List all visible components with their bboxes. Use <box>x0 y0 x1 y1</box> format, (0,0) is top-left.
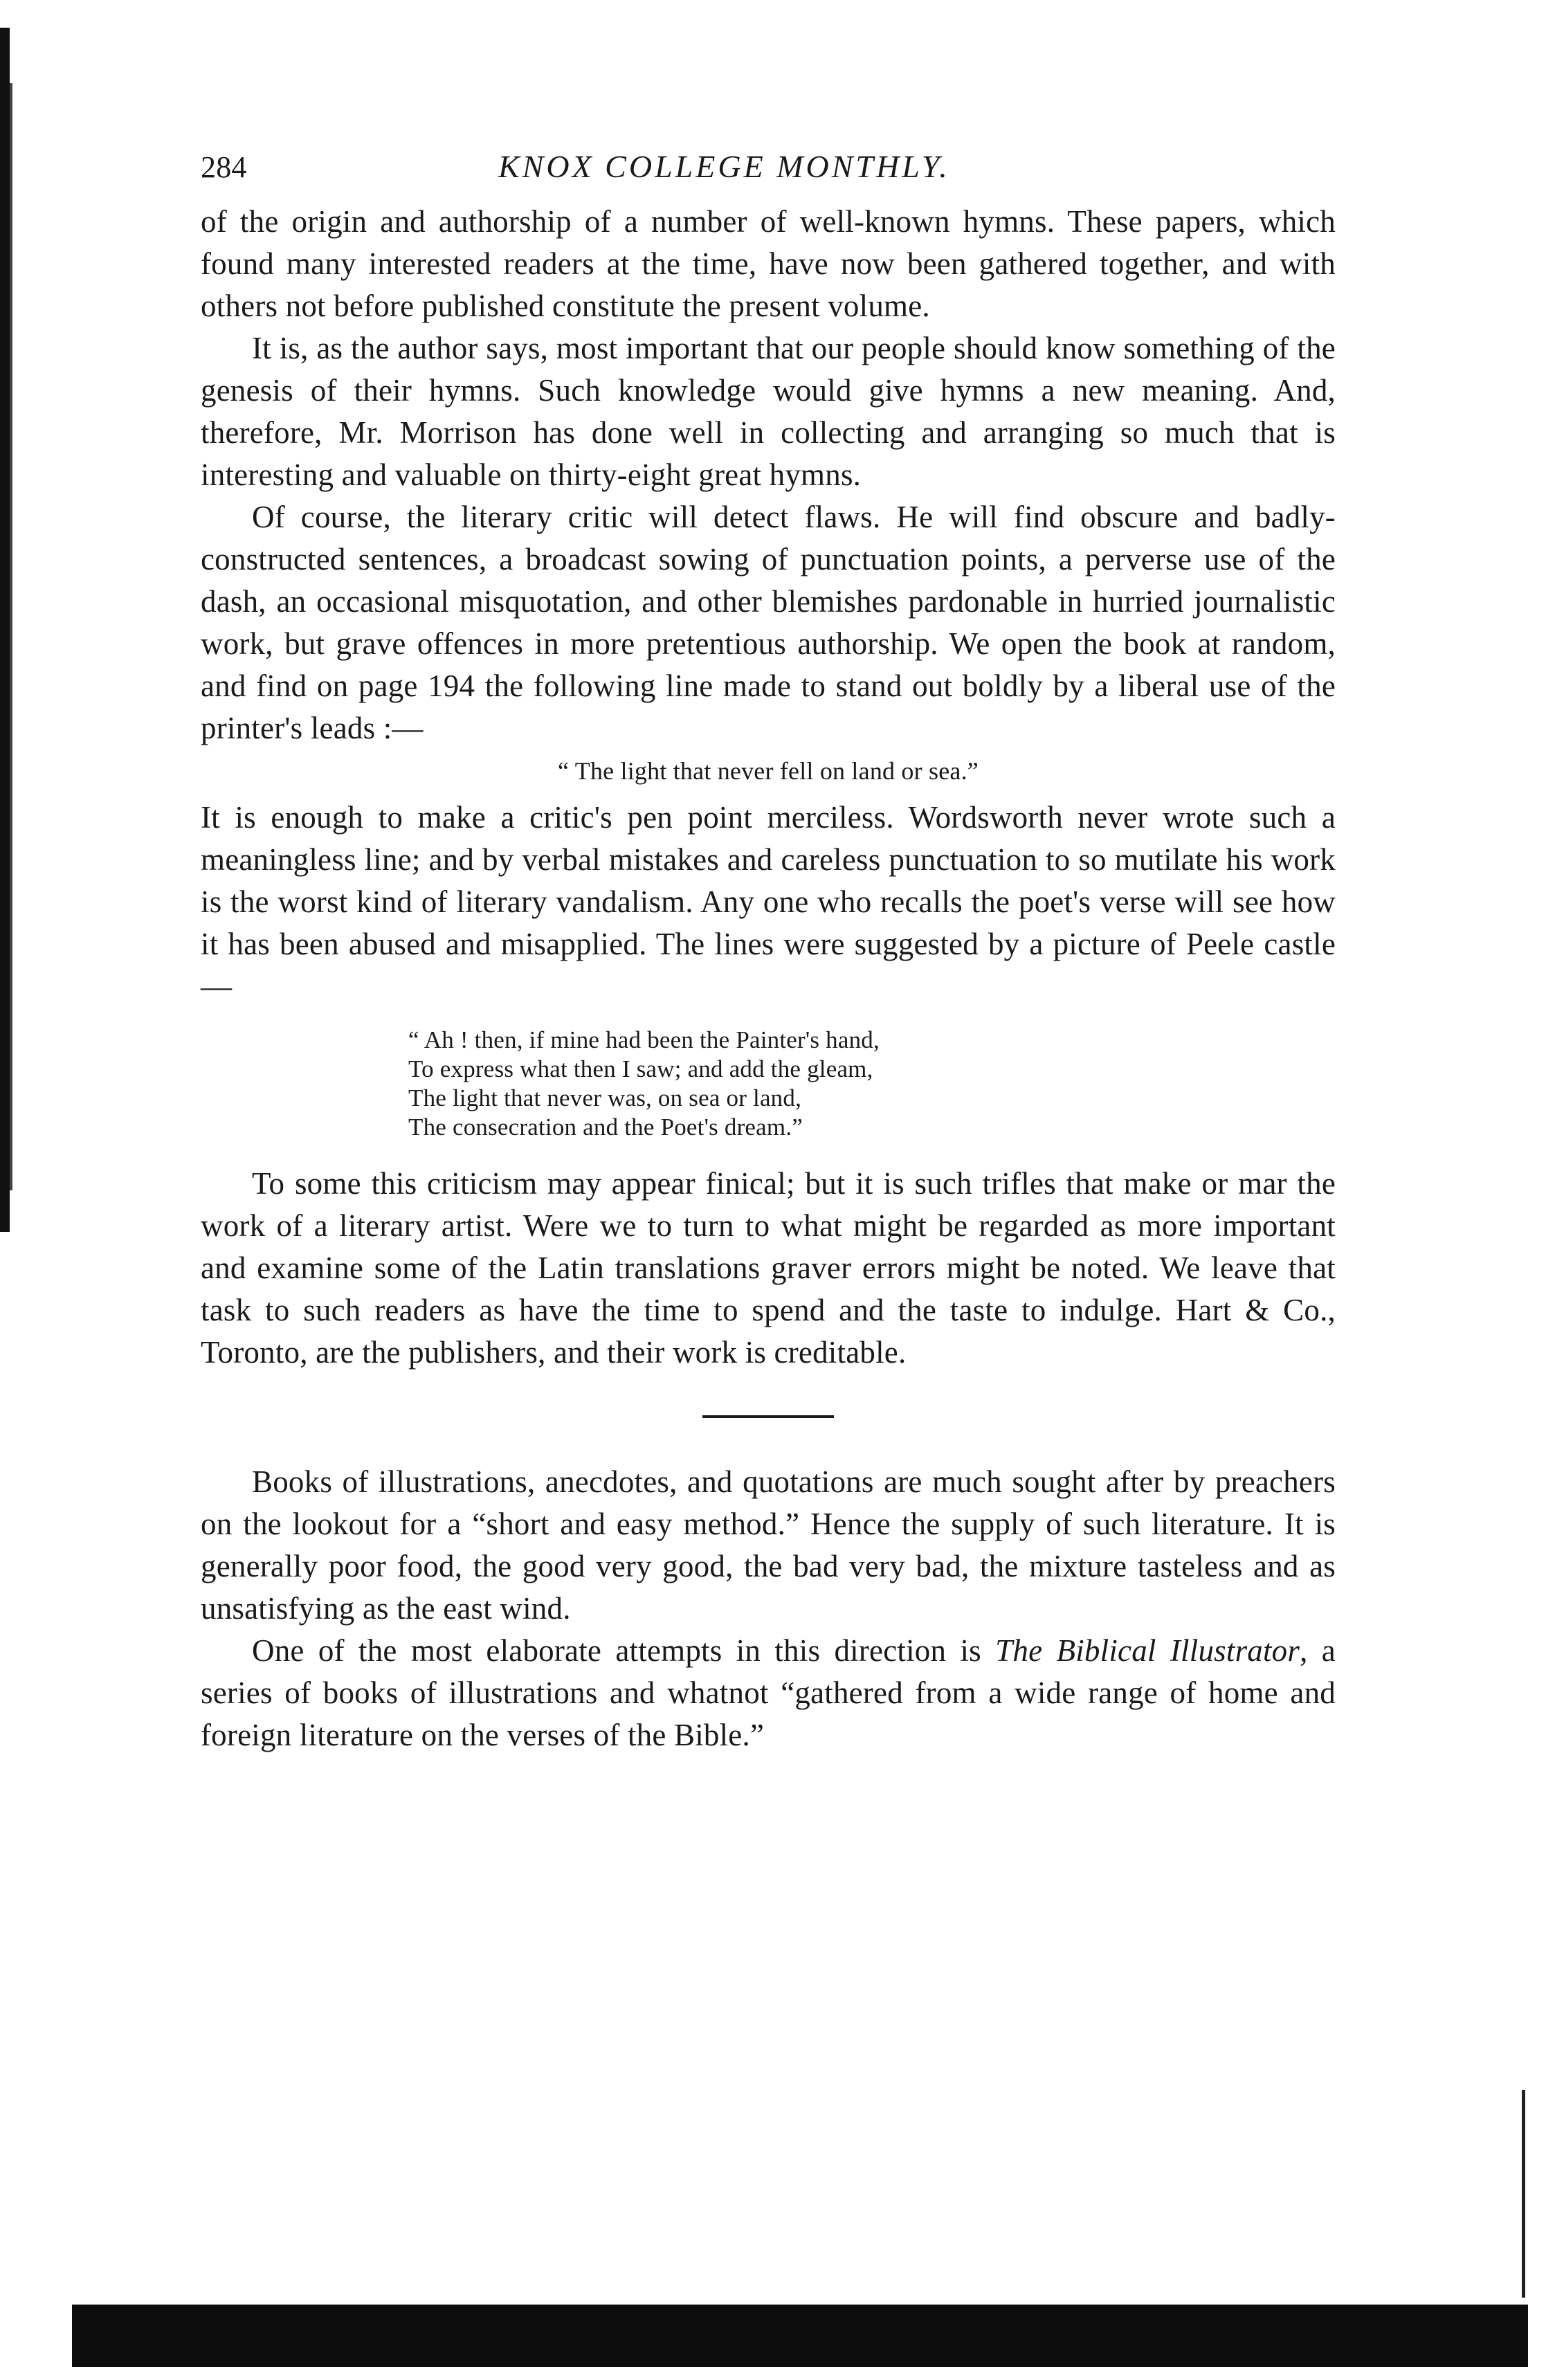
quoted-line: “ The light that never fell on land or sea.” <box>558 757 979 785</box>
scan-edge-right <box>1522 2090 1525 2298</box>
running-title: KNOX COLLEGE MONTHLY. <box>498 149 950 184</box>
paragraph-7-start: One of the most elaborate attempts in this direction is <box>252 1633 996 1668</box>
paragraph-1: of the origin and authorship of a number of well-known hymns. These papers, which found many interested readers at the time, have now been gathered together, and with others not before published constitute the present volume. <box>201 204 1336 323</box>
paragraph-3: Of course, the literary critic will detect flaws. He will find obscure and badly-constructed sentences, a broadcast sowing of punctuation points, a perverse use of the dash, an occasional misquotation, and other blemishes pardonable in hurried journalistic work, but grave offences in more pretentious authorship. We open the book at random, and find on page 194 the following line made to stand out boldly by a liberal use of the printer's leads :— <box>201 500 1336 745</box>
page-content <box>201 145 1336 1756</box>
paragraph-5: To some this criticism may appear finical; but it is such trifles that make or mar the work of a literary artist. Were we to turn to what might be regarded as more important and examine some of the Latin translations graver errors might be noted. We leave that task to such readers as have the time to spend and the taste to indulge. Hart & Co., Toronto, are the publishers, and their work is creditable. <box>201 1166 1336 1370</box>
scan-edge-left-thin <box>10 83 12 1190</box>
page-number: 284 <box>201 150 247 184</box>
paragraph-7 <box>201 1630 1336 1756</box>
verse-line: To express what then I saw; and add the gleam, <box>408 1055 873 1082</box>
verse-block <box>408 1026 1336 1142</box>
paragraph-2: It is, as the author says, most important that our people should know something of the genesis of their hymns. Such knowledge would give hymns a new meaning. And, therefore, Mr. Morrison has done well in collecting and arranging so much that is interesting and valuable on thirty-eight great hymns. <box>201 331 1336 492</box>
paragraph-6: Books of illustrations, anecdotes, and quotations are much sought after by preachers on the lookout for a “short and easy method.” Hence the supply of such literature. It is generally poor food, the good very good, the bad very bad, the mixture tasteless and as unsatisfying as the east wind. <box>201 1464 1336 1626</box>
scan-bar-bottom <box>72 2305 1528 2367</box>
scan-edge-left <box>0 28 10 1232</box>
verse-line: The light that never was, on sea or land, <box>408 1084 802 1111</box>
book-title: The Biblical Illustrator <box>995 1633 1300 1668</box>
verse-line: “ Ah ! then, if mine had been the Painter's hand, <box>408 1026 880 1053</box>
verse-line: The consecration and the Poet's dream.” <box>408 1114 803 1141</box>
section-divider <box>702 1415 834 1418</box>
paragraph-7-end: , a series of books of illustrations and whatnot “gathered from a wide range of home and foreign literature on the verses of the Bible.” <box>201 1633 1336 1752</box>
page-header <box>201 145 1336 201</box>
paragraph-4: It is enough to make a critic's pen point merciless. Wordsworth never wrote such a meaningless line; and by verbal mistakes and careless punctuation to so mutilate his work is the worst kind of literary vandalism. Any one who recalls the poet's verse will see how it has been abused and misapplied. The lines were suggested by a picture of Peele castle— <box>201 800 1336 1003</box>
